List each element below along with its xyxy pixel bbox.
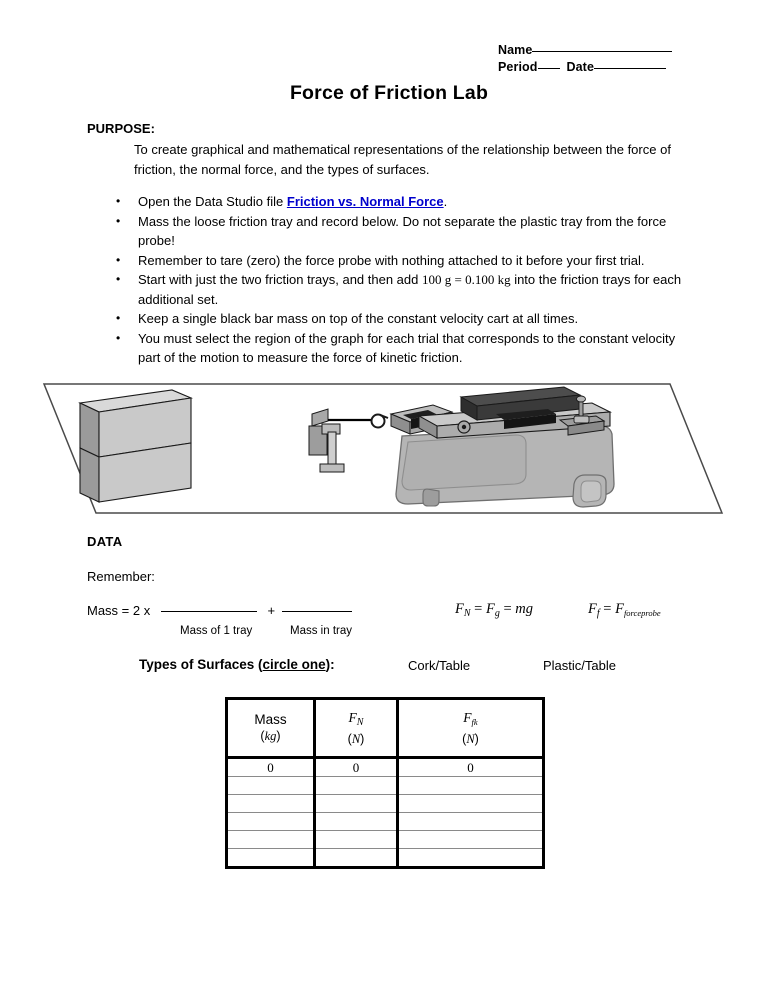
header-fn-subscript: N	[356, 716, 364, 728]
page-title: Force of Friction Lab	[289, 82, 489, 104]
header-mass-main: Mass	[254, 712, 287, 727]
list-item-text: Keep a single black bar mass on top of the constant velocity cart at all times.	[138, 311, 579, 326]
table-cell-ffk[interactable]: 0	[398, 758, 544, 777]
date-label: Date	[566, 60, 594, 74]
list-item-text: Remember to tare (zero) the force probe with nothing attached to it before your first trial.	[138, 252, 645, 268]
name-blank[interactable]	[532, 51, 672, 52]
experiment-setup-diagram	[36, 376, 736, 522]
table-row	[227, 831, 544, 849]
list-item	[112, 329, 692, 368]
list-item-text-pre: Start with just the two friction trays, and then add	[138, 272, 422, 287]
table-header-normal-force	[315, 699, 398, 758]
header-ffk-unit-text: N	[466, 731, 475, 746]
table-cell-mass[interactable]	[227, 849, 315, 868]
table-cell-fn[interactable]	[315, 795, 398, 813]
name-label: Name	[498, 43, 533, 57]
plus-sign: +	[267, 603, 276, 618]
formula1-f1: F	[455, 601, 464, 617]
header-fn-symbol: F	[348, 709, 357, 725]
header-fn-main	[316, 709, 396, 731]
friction-force-formula	[588, 601, 661, 619]
table-cell-fn[interactable]	[315, 813, 398, 831]
table-header-mass	[227, 699, 315, 758]
table-row	[227, 758, 544, 777]
table-cell-mass[interactable]	[227, 795, 315, 813]
table-cell-ffk[interactable]	[398, 831, 544, 849]
surfaces-label-pre: Types of Surfaces (	[139, 657, 263, 672]
surface-option-plastic-table[interactable]: Plastic/Table	[543, 658, 616, 673]
period-date-field-line	[498, 59, 758, 76]
table-header-row	[227, 699, 544, 758]
purpose-label: PURPOSE:	[87, 121, 155, 136]
table-cell-fn[interactable]	[315, 831, 398, 849]
mass-of-1-tray-blank[interactable]	[161, 611, 257, 612]
table-cell-ffk[interactable]	[398, 813, 544, 831]
period-label: Period	[498, 60, 538, 74]
mass-conversion-math: 100 g = 0.100 kg	[421, 272, 511, 287]
header-mass-unit: (kg)	[260, 729, 281, 743]
table-cell-mass[interactable]	[227, 813, 315, 831]
table-cell-ffk[interactable]	[398, 795, 544, 813]
normal-force-formula	[455, 601, 533, 619]
header-ffk-unit: (N)	[462, 731, 479, 746]
data-table-container	[225, 697, 542, 869]
table-cell-fn[interactable]: 0	[315, 758, 398, 777]
bullet-icon: •	[116, 194, 121, 208]
table-cell-ffk[interactable]	[398, 849, 544, 868]
header-ffk-symbol: F	[463, 709, 472, 725]
list-item	[112, 192, 692, 212]
header-ffk-subscript: fk	[471, 716, 478, 727]
list-item-text: You must select the region of the graph for each trial that corresponds to the constant velocity part of the motion to measure the force of kinetic friction.	[138, 330, 676, 365]
formula1-rhs: mg	[515, 601, 533, 617]
mass-equation-line	[87, 603, 352, 637]
header-fn-unit: (N)	[347, 731, 365, 746]
table-header-kinetic-friction	[398, 699, 544, 758]
mass-in-tray-blank[interactable]	[282, 611, 352, 612]
mass-in-tray-caption: Mass in tray	[290, 625, 352, 637]
table-row	[227, 795, 544, 813]
table-row	[227, 813, 544, 831]
table-row	[227, 849, 544, 868]
list-item-text	[138, 192, 692, 212]
data-section-heading: DATA	[87, 534, 123, 549]
stacked-friction-trays	[80, 390, 191, 502]
table-cell-fn[interactable]	[315, 849, 398, 868]
formula2-sub1: f	[596, 608, 600, 619]
list-item	[112, 270, 692, 309]
formula1-sub2: g	[494, 608, 500, 619]
surfaces-circle-one-underlined: circle one	[262, 657, 326, 672]
list-item	[112, 309, 692, 329]
formula2-f1: F	[588, 601, 597, 617]
procedure-list	[112, 192, 692, 368]
period-blank[interactable]	[538, 68, 560, 69]
remember-label: Remember:	[87, 569, 155, 584]
header-mass-unit-text: kg	[264, 729, 277, 743]
name-field-line	[498, 42, 758, 59]
formula1-f2: F	[485, 601, 495, 617]
bullet-icon: •	[116, 252, 121, 267]
types-of-surfaces-label	[139, 657, 335, 672]
purpose-text: To create graphical and mathematical representations of the relationship between the force of friction, the normal force, and the types of surfaces.	[134, 142, 671, 177]
surface-option-cork-table[interactable]: Cork/Table	[408, 658, 471, 673]
bullet-icon: •	[116, 272, 121, 286]
setup-illustration	[36, 376, 736, 522]
list-item-text-post: .	[443, 194, 448, 209]
formula2-f2: F	[615, 601, 624, 617]
date-blank[interactable]	[594, 68, 666, 69]
formula1-sub1: N	[463, 608, 471, 619]
list-item-text: Mass the loose friction tray and record below. Do not separate the plastic tray from the force probe!	[138, 213, 667, 248]
mass-prefix-label: Mass = 2 x	[87, 603, 151, 618]
list-item	[112, 212, 692, 251]
measurement-data-table	[225, 697, 545, 869]
table-cell-mass[interactable]	[227, 831, 315, 849]
header-ffk-main	[399, 709, 542, 731]
bullet-icon: •	[116, 213, 121, 228]
surfaces-label-post: ):	[325, 657, 335, 672]
table-cell-mass[interactable]	[227, 777, 315, 795]
friction-vs-normal-force-link[interactable]: Friction vs. Normal Force	[286, 194, 444, 209]
formula2-eq1: =	[603, 601, 612, 617]
bullet-icon: •	[116, 330, 121, 345]
list-item-text	[138, 270, 692, 309]
list-item-text-pre: Open the Data Studio file	[138, 194, 287, 209]
formula1-eq1: =	[474, 601, 483, 617]
bullet-icon: •	[116, 311, 121, 325]
list-item	[112, 251, 692, 271]
student-info-header	[498, 42, 758, 76]
table-row	[227, 777, 544, 795]
formula1-eq2: =	[503, 601, 512, 617]
table-cell-ffk[interactable]	[398, 777, 544, 795]
table-cell-mass[interactable]: 0	[227, 758, 315, 777]
formula2-sub2: forceprobe	[623, 608, 661, 618]
table-cell-fn[interactable]	[315, 777, 398, 795]
mass-of-1-tray-caption: Mass of 1 tray	[180, 625, 253, 637]
list-item-text-post: into the friction trays for each additional set.	[138, 272, 682, 307]
cart-wheel-front	[423, 489, 439, 506]
header-fn-unit-text: N	[351, 731, 361, 746]
